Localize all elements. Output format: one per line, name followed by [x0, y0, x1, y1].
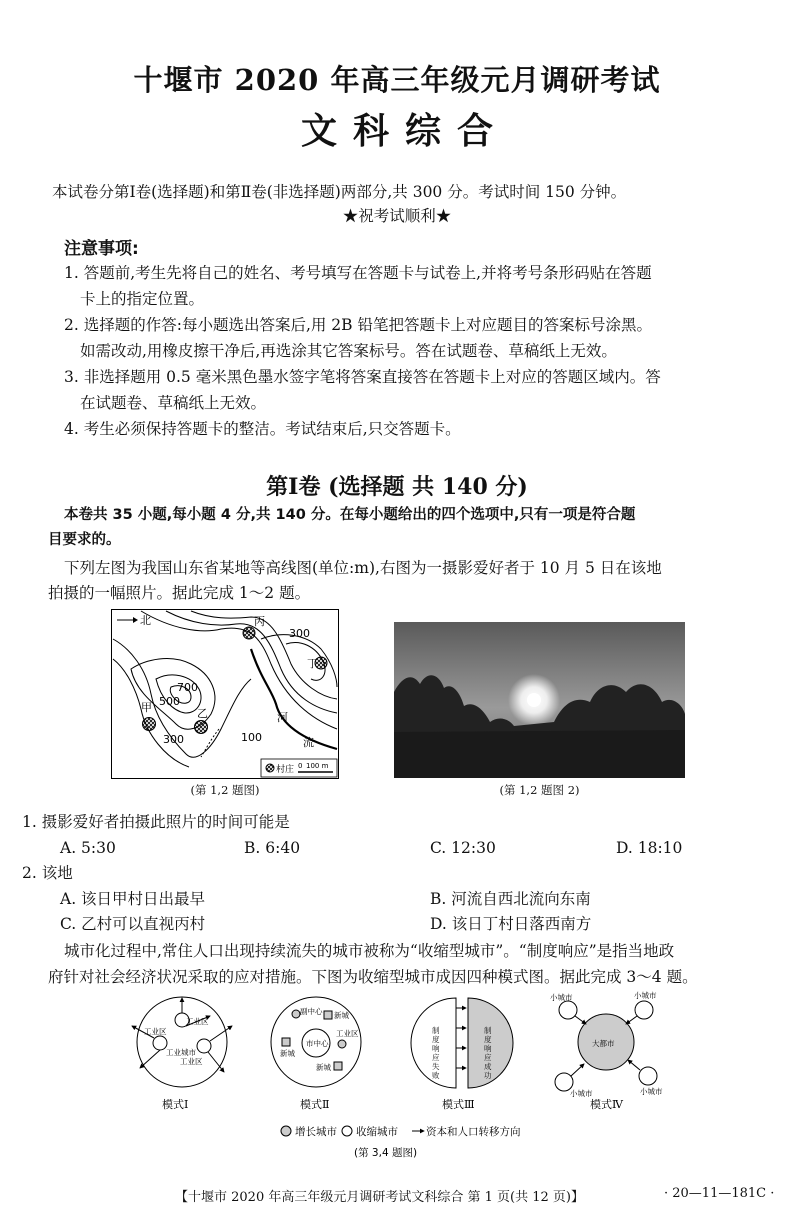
section-desc: 本卷共 35 小题,每小题 4 分,共 140 分。在每小题给出的四个选项中,只有一项是符合题 — [64, 507, 636, 523]
notice-item: 在试题卷、草稿纸上无效。 — [80, 394, 267, 412]
legend-village: 村庄 — [276, 765, 295, 775]
section-desc: 目要求的。 — [48, 532, 121, 548]
passage-text: 拍摄的一幅照片。据此完成 1～2 题。 — [48, 584, 311, 602]
model4-label: 小城市 — [640, 1087, 663, 1096]
models-caption: (第 3,4 题图) — [354, 1147, 418, 1159]
notice-item: 4. 考生必须保持答题卡的整洁。考试结束后,只交答题卡。 — [64, 420, 461, 438]
model1-label: 工业区 — [186, 1017, 209, 1026]
legend-shrink: 收缩城市 — [356, 1126, 398, 1138]
model3-left: 制度响应失败 — [432, 1026, 440, 1080]
model4-name: 模式Ⅳ — [590, 1098, 623, 1111]
section-title: 第Ⅰ卷 (选择题 共 140 分) — [266, 474, 528, 500]
good-luck: ★祝考试顺利★ — [342, 207, 452, 225]
model2-name: 模式Ⅱ — [300, 1098, 330, 1111]
question-1-stem: 1. 摄影爱好者拍摄此照片的时间可能是 — [22, 813, 290, 831]
page-footer: 【十堰市 2020 年高三年级元月调研考试文科综合 第 1 页(共 12 页)】 — [175, 1190, 584, 1205]
notice-item: 1. 答题前,考生先将自己的姓名、考号填写在答题卡与试卷上,并将考号条形码贴在答题 — [64, 264, 652, 282]
model1-label: 工业区 — [144, 1027, 167, 1036]
model2-label: 新城 — [316, 1063, 331, 1072]
shrink-legend-icon — [342, 1126, 352, 1136]
model-4 — [550, 990, 663, 1098]
map-label: 300 — [163, 733, 184, 746]
map-caption: (第 1,2 题图) — [190, 783, 260, 797]
model2-label: 副中心 — [300, 1007, 323, 1016]
map-label: 500 — [159, 695, 180, 708]
q1-option-a: A. 5:30 — [60, 839, 116, 857]
shrinking-city-models — [120, 991, 680, 1160]
notice-item: 3. 非选择题用 0.5 毫米黑色墨水签字笔将答案直接答在答题卡上对应的答题区域内。答 — [64, 368, 661, 386]
model4-label: 小城市 — [634, 991, 657, 1000]
map-label: 乙 — [197, 707, 208, 720]
notice-item: 卡上的指定位置。 — [80, 290, 205, 308]
legend-arrow: 资本和人口转移方向 — [426, 1126, 521, 1138]
sun-icon — [527, 693, 541, 707]
q1-option-d: D. 18:10 — [616, 839, 683, 857]
exam-intro: 本试卷分第Ⅰ卷(选择题)和第Ⅱ卷(非选择题)两部分,共 300 分。考试时间 150 分钟。 — [52, 183, 627, 201]
passage-text: 城市化过程中,常住人口出现持续流失的城市被称为“收缩型城市”。“制度响应”是指当地政 — [64, 942, 675, 960]
map-label: 100 — [241, 731, 262, 744]
q1-option-c: C. 12:30 — [430, 839, 496, 857]
map-label: 河 — [277, 711, 288, 724]
q2-option-b: B. 河流自西北流向东南 — [430, 890, 591, 908]
north-label: 北 — [140, 614, 151, 627]
map-label: 300 — [289, 627, 310, 640]
village-jia-marker — [143, 718, 156, 731]
map-label: 甲 — [141, 701, 152, 714]
notice-item: 如需改动,用橡皮擦干净后,再选涂其它答案标号。答在试题卷、草稿纸上无效。 — [80, 342, 617, 360]
photo-caption: (第 1,2 题图 2) — [499, 783, 580, 797]
model4-center: 大都市 — [592, 1039, 615, 1048]
legend-scale-zero: 0 — [298, 762, 303, 770]
model2-label: 新城 — [280, 1049, 295, 1058]
sunset-photo — [394, 622, 685, 778]
model3-name: 模式Ⅲ — [442, 1098, 475, 1111]
question-2-stem: 2. 该地 — [22, 864, 73, 882]
village-yi-marker — [195, 721, 208, 734]
model-2 — [271, 997, 361, 1087]
map-label: 丁 — [307, 657, 318, 670]
model1-name: 模式Ⅰ — [162, 1098, 189, 1111]
map-label: 丙 — [254, 615, 265, 628]
map-label: 700 — [177, 681, 198, 694]
model4-label: 小城市 — [550, 993, 573, 1002]
map-label: 流 — [303, 736, 314, 749]
legend-grow: 增长城市 — [295, 1126, 337, 1138]
model4-label: 小城市 — [570, 1089, 593, 1098]
model1-label: 工业城市 — [166, 1048, 196, 1057]
passage-text: 府针对社会经济状况采取的应对措施。下图为收缩型城市成因四种模式图。据此完成 3～4 题。 — [48, 968, 698, 986]
legend-scale: 100 m — [306, 762, 329, 770]
notice-heading: 注意事项: — [64, 239, 139, 259]
q2-option-c: C. 乙村可以直视丙村 — [60, 915, 206, 933]
model2-center: 市中心 — [306, 1039, 329, 1048]
model2-label: 工业区 — [336, 1029, 359, 1038]
exam-subject: 文科综合 — [300, 110, 509, 152]
q1-option-b: B. 6:40 — [244, 839, 301, 857]
model1-label: 工业区 — [180, 1057, 203, 1066]
notice-item: 2. 选择题的作答:每小题选出答案后,用 2B 铅笔把答题卡上对应题目的答案标号涂黑。 — [64, 316, 652, 334]
model-1 — [132, 997, 232, 1087]
village-legend-icon — [266, 764, 274, 772]
contour-map — [111, 609, 339, 779]
passage-text: 下列左图为我国山东省某地等高线图(单位:m),右图为一摄影爱好者于 10 月 5 日在该地 — [64, 559, 662, 577]
page-code: · 20—11—181C · — [664, 1186, 775, 1201]
village-bing-marker — [243, 627, 255, 639]
model-3 — [411, 998, 513, 1088]
model2-label: 新城 — [334, 1011, 349, 1020]
q2-option-d: D. 该日丁村日落西南方 — [430, 915, 592, 933]
model3-right: 制度响应成功 — [484, 1026, 492, 1080]
q2-option-a: A. 该日甲村日出最早 — [60, 890, 206, 908]
exam-title: 十堰市 2020 年高三年级元月调研考试 — [133, 63, 661, 97]
grow-legend-icon — [281, 1126, 291, 1136]
